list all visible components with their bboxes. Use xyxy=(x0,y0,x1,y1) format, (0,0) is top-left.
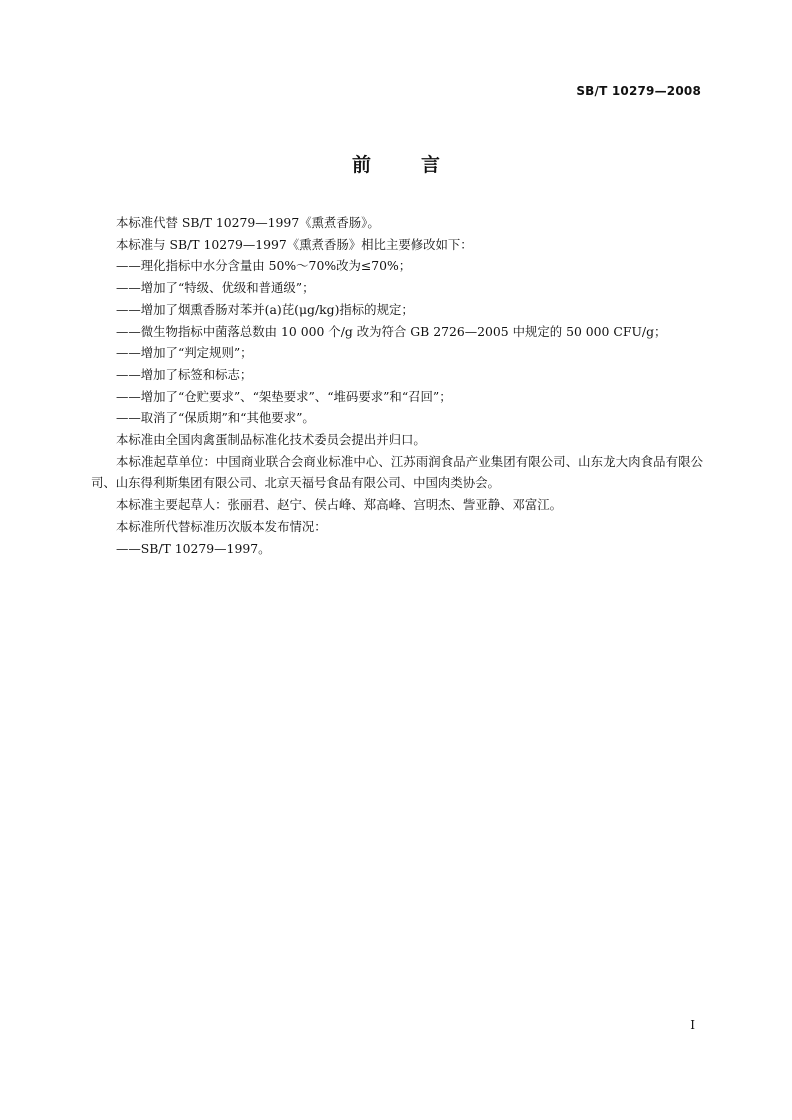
page-number: I xyxy=(690,1018,695,1032)
change-item: ——理化指标中水分含量由 50%～70%改为≤70%； xyxy=(116,258,412,274)
page-title xyxy=(0,150,792,177)
change-item: ——增加了烟熏香肠对苯并(a)芘(μg/kg)指标的规定； xyxy=(116,301,414,317)
paragraph-changes-intro: 本标准与 SB/T 10279—1997《熏煮香肠》相比主要修改如下： xyxy=(116,236,473,252)
title-char-2: 言 xyxy=(421,154,441,176)
title-char-1: 前 xyxy=(351,154,371,176)
change-item: ——增加了“特级、优级和普通级”； xyxy=(116,280,315,296)
paragraph-replaces: 本标准代替 SB/T 10279—1997《熏煮香肠》。 xyxy=(116,215,380,230)
change-item: ——取消了“保质期”和“其他要求”。 xyxy=(116,410,315,426)
paragraph-drafters: 本标准主要起草人：张丽君、赵宁、侯占峰、郑高峰、宫明杰、訾亚静、邓富江。 xyxy=(116,497,563,513)
change-item: ——增加了“判定规则”； xyxy=(116,345,253,361)
foreword-body xyxy=(91,212,703,559)
standard-code: SB/T 10279—2008 xyxy=(576,84,701,98)
change-item: ——增加了“仓贮要求”、“架垫要求”、“堆码要求”和“召回”； xyxy=(116,388,452,404)
change-item: ——增加了标签和标志； xyxy=(116,366,253,382)
history-item: ——SB/T 10279—1997。 xyxy=(116,540,271,556)
paragraph-drafting-units: 本标准起草单位：中国商业联合会商业标准中心、江苏雨润食品产业集团有限公司、山东龙大肉食品有限公司、山东得利斯集团有限公司、北京天福号食品有限公司、中国肉类协会。 xyxy=(91,453,703,491)
change-item: ——微生物指标中菌落总数由 10 000 个/g 改为符合 GB 2726—2005 中规定的 50 000 CFU/g； xyxy=(116,323,667,339)
paragraph-history-intro: 本标准所代替标准历次版本发布情况： xyxy=(116,518,327,534)
paragraph-proposed-by: 本标准由全国肉禽蛋制品标准化技术委员会提出并归口。 xyxy=(116,432,426,448)
